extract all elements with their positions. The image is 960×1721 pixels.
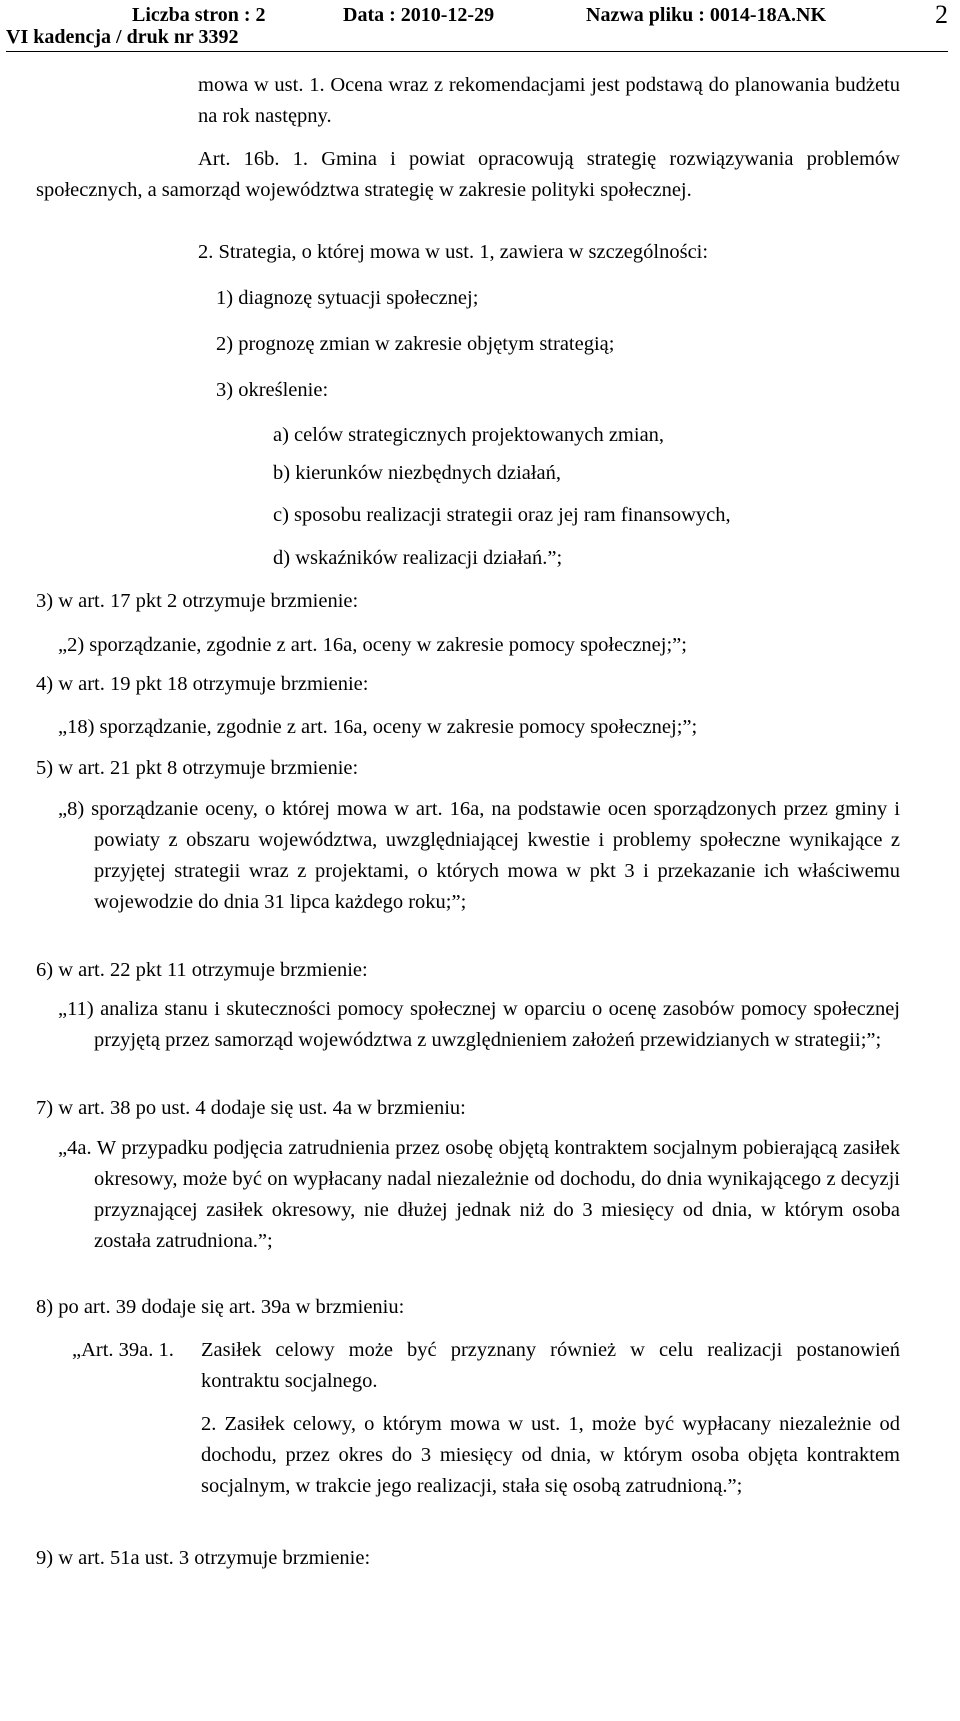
amendment-heading: 3) w art. 17 pkt 2 otrzymuje brzmienie: [36,590,359,612]
amendment-text: „4a. W przypadku podjęcia zatrudnienia przez osobę objętą kontraktem socjalnym pobierającą zasiłek okresowy, może być on wypłacany nadal niezależnie od dochodu, do dnia wynikającego z decyzji przyznającej zasiłek okresowy, nie dłużej jednak niż do 3 miesięcy od dnia, w którym osoba została zatrudniona.”; [58,1137,900,1252]
amendment-text: „8) sporządzanie oceny, o której mowa w art. 16a, na podstawie ocen sporządzonych przez gminy i powiaty z obszaru województwa, uwzględniającej kwestie i problemy społeczne wynikające z przyjętej strategii wraz z projektami, o których mowa w pkt 3 i przekazanie ich właściwemu wojewodzie do dnia 31 lipca każdego roku;”; [58,798,900,913]
article-39a-1: Zasiłek celowy może być przyznany również w celu realizacji postanowień kontraktu socjalnego. [201,1339,900,1392]
document-date: Data : 2010-12-29 [343,4,495,26]
article-39a-label: „Art. 39a. 1. [72,1339,174,1361]
article-16b-2: 2. Strategia, o której mowa w ust. 1, zawiera w szczególności: [198,241,709,263]
sublist-item: b) kierunków niezbędnych działań, [273,462,562,484]
page-header [6,0,948,52]
list-item: 1) diagnozę sytuacji społecznej; [216,287,479,309]
amendment-heading: 5) w art. 21 pkt 8 otrzymuje brzmienie: [36,757,359,779]
article-39a-2: 2. Zasiłek celowy, o którym mowa w ust. 1, może być wypłacany niezależnie od dochodu, przez okres do 3 miesięcy od dnia, w którym osoba objęta kontraktem socjalnym, w trakcie jego realizacji, stała się osobą zatrudnioną.”; [201,1413,900,1497]
header-divider [6,51,948,52]
amendment-heading: 7) w art. 38 po ust. 4 dodaje się ust. 4a w brzmieniu: [36,1097,466,1119]
amendment-heading: 4) w art. 19 pkt 18 otrzymuje brzmienie: [36,673,369,695]
amendment-text: „11) analiza stanu i skuteczności pomocy społecznej w oparciu o ocenę zasobów pomocy społecznej przyjętą przez samorząd województwa z uwzględnieniem założeń przewidzianych w strategii;”; [58,998,900,1051]
amendment-heading: 6) w art. 22 pkt 11 otrzymuje brzmienie: [36,959,368,981]
sublist-item: d) wskaźników realizacji działań.”; [273,547,563,569]
article-16b-1: Art. 16b. 1. Gmina i powiat opracowują strategię rozwiązywania problemów społecznych, a samorząd województwa strategię w zakresie polityki społecznej. [36,148,900,201]
amendment-text: „18) sporządzanie, zgodnie z art. 16a, oceny w zakresie pomocy społecznej;”; [58,716,698,738]
amendment-heading: 9) w art. 51a ust. 3 otrzymuje brzmienie: [36,1547,371,1569]
print-number: VI kadencja / druk nr 3392 [6,26,239,48]
page-number: 2 [935,0,948,29]
amendment-heading: 8) po art. 39 dodaje się art. 39a w brzmieniu: [36,1296,405,1318]
list-item: 2) prognozę zmian w zakresie objętym strategią; [216,333,615,355]
file-name: Nazwa pliku : 0014-18A.NK [586,4,827,26]
list-item: 3) określenie: [216,379,329,401]
page-count: Liczba stron : 2 [132,4,266,26]
sublist-item: c) sposobu realizacji strategii oraz jej ram finansowych, [273,504,731,526]
amendment-text: „2) sporządzanie, zgodnie z art. 16a, oceny w zakresie pomocy społecznej;”; [58,634,687,656]
sublist-item: a) celów strategicznych projektowanych zmian, [273,424,665,446]
paragraph-continuation: mowa w ust. 1. Ocena wraz z rekomendacjami jest podstawą do planowania budżetu na rok następny. [198,74,900,127]
